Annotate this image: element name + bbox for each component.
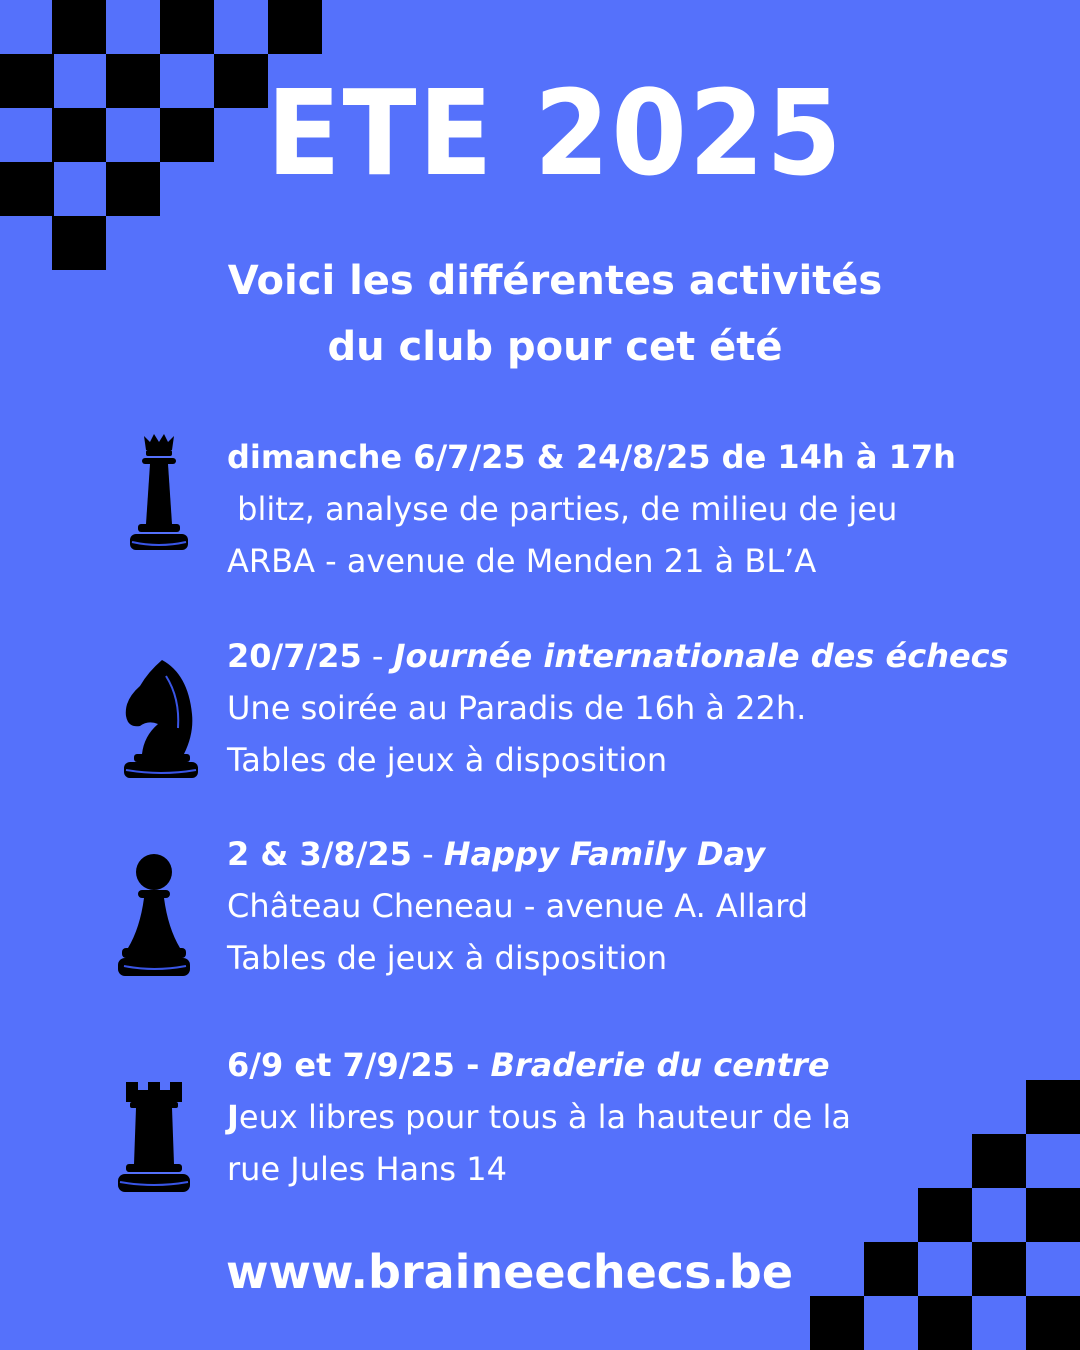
event-3-location: Château Cheneau - avenue A. Allard [227, 887, 809, 925]
event-2-separator: - [361, 637, 394, 675]
event-1-location: ARBA - avenue de Menden 21 à BL’A [227, 542, 817, 580]
event-4-title [227, 1039, 1067, 1091]
event-4 [227, 1039, 1067, 1195]
poster-subtitle [0, 248, 1080, 380]
pawn-icon [116, 852, 192, 980]
event-2-name: Journée internationale des échecs [393, 637, 1009, 675]
event-3-title [227, 828, 1067, 880]
event-3-info: Tables de jeux à disposition [227, 939, 668, 977]
event-4-date: 6/9 et 7/9/25 - [227, 1046, 491, 1084]
event-2 [227, 630, 1067, 786]
event-3-date: 2 & 3/8/25 [227, 835, 412, 873]
event-3-separator: - [411, 835, 444, 873]
event-1-date: dimanche 6/7/25 & 24/8/25 de 14h à 17h [227, 438, 956, 476]
event-2-title [227, 630, 1067, 682]
event-2-date: 20/7/25 [227, 637, 362, 675]
queen-icon [124, 432, 194, 556]
event-2-info: Tables de jeux à disposition [227, 741, 668, 779]
subtitle-line-2: du club pour cet été [327, 324, 783, 370]
website-link[interactable]: www.braineechecs.be [226, 1245, 794, 1299]
rook-icon [114, 1078, 194, 1196]
event-2-description: Une soirée au Paradis de 16h à 22h. [227, 689, 807, 727]
event-4-name: Braderie du centre [490, 1046, 830, 1084]
event-4-description-text: eux libres pour tous à la hauteur de la [238, 1098, 851, 1136]
event-4-location: rue Jules Hans 14 [227, 1150, 507, 1188]
event-4-description [227, 1091, 1067, 1143]
knight-icon [118, 658, 202, 782]
event-3 [227, 828, 1067, 984]
poster-title: ETE 2025 [266, 64, 844, 202]
event-3-name: Happy Family Day [443, 835, 766, 873]
event-4-initial: J [227, 1098, 239, 1136]
event-1 [227, 431, 1067, 587]
subtitle-line-1: Voici les différentes activités [227, 258, 883, 304]
event-1-description: blitz, analyse de parties, de milieu de jeu [227, 490, 898, 528]
